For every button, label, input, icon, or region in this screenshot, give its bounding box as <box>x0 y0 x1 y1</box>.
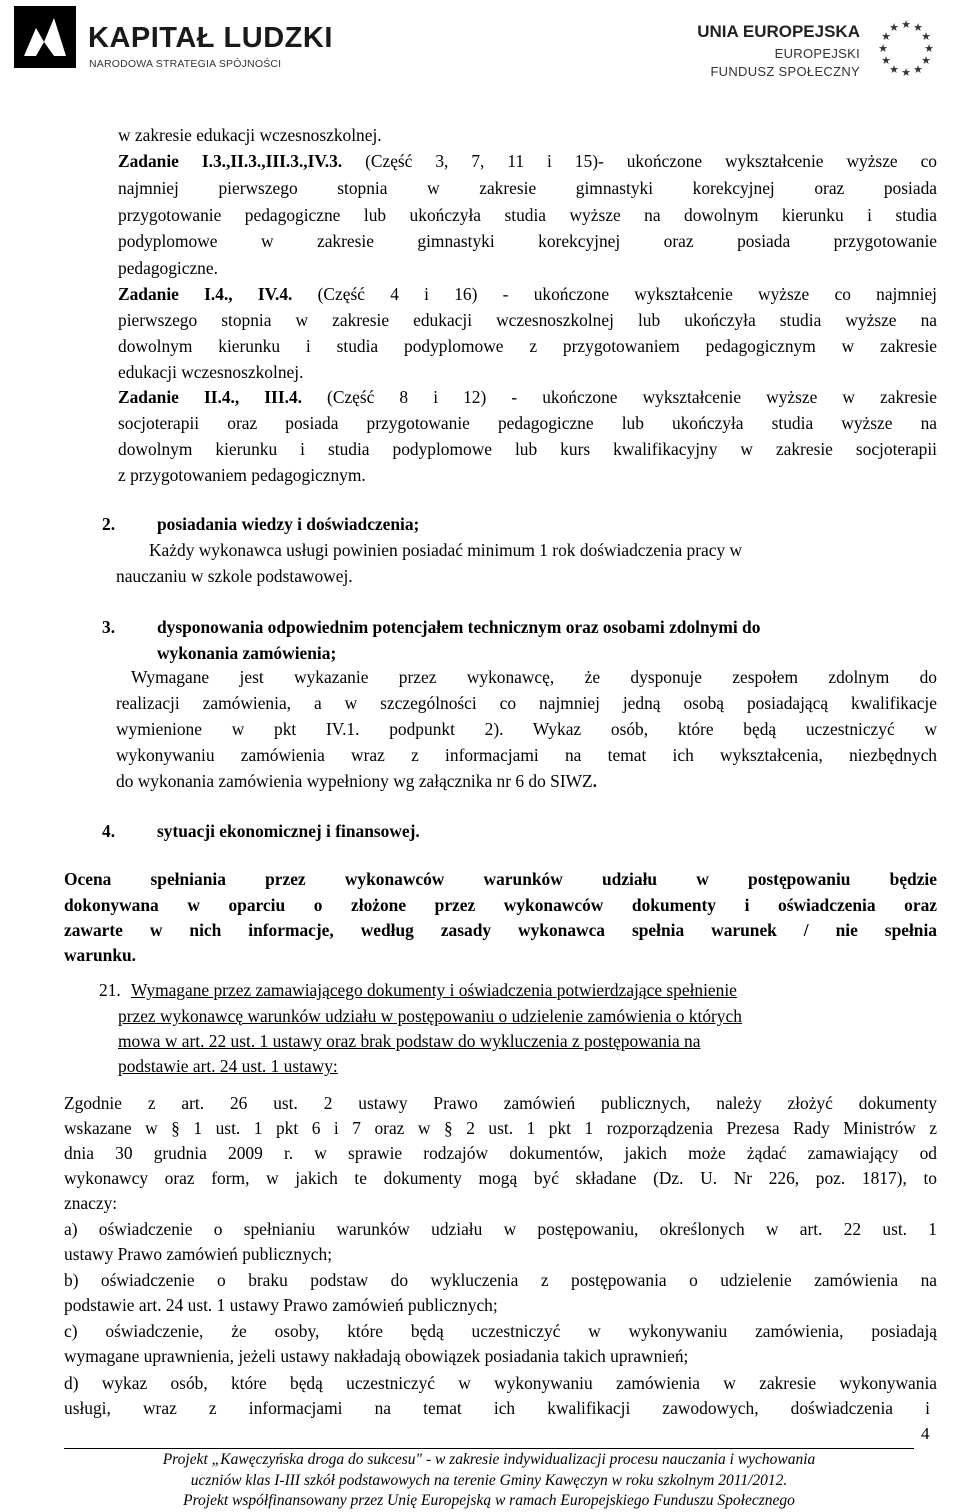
section-number: 2. <box>102 514 116 534</box>
section-title: posiadania wiedzy i doświadczenia; <box>157 514 420 534</box>
footer-line: Projekt współfinansowany przez Unię Europejską w ramach Europejskiego Funduszu Społecznego <box>183 1492 795 1509</box>
text-line: Każdy wykonawca usługi powinien posiadać minimum 1 rok doświadczenia pracy w <box>149 540 743 560</box>
text-line: z przygotowaniem pedagogicznym. <box>118 465 366 485</box>
eu-flag-icon <box>868 8 944 92</box>
text-line: dowolnym kierunku i studia podyplomowe z przygotowaniem pedagogicznym w zakresie <box>118 336 937 356</box>
text-line: Zgodnie z art. 26 ust. 2 ustawy Prawo zamówień publicznych, należy złożyć dokumenty <box>64 1093 937 1113</box>
eu-logo-line1: UNIA EUROPEJSKA <box>697 22 860 41</box>
kapital-ludzki-subtitle: NARODOWA STRATEGIA SPÓJNOŚCI <box>89 58 282 70</box>
task-label: Zadanie I.4., IV.4. <box>118 284 293 304</box>
section-number: 3. <box>102 617 116 637</box>
text-line <box>116 768 597 794</box>
task-label: Zadanie I.3.,II.3.,III.3.,IV.3. <box>118 151 343 171</box>
text-line <box>118 148 937 174</box>
text-line: socjoterapii oraz posiada przygotowanie pedagogiczne lub ukończyła studia wyższe na <box>118 413 937 433</box>
svg-text:★: ★ <box>881 54 891 67</box>
page-header <box>0 0 960 100</box>
text-line: realizacji zamówienia, a w szczególności co najmniej jedną osobą posiadającą kwalifikacje <box>116 693 937 713</box>
text-line: przygotowanie pedagogiczne lub ukończyła studia wyższe na dowolnym kierunku i studia <box>118 205 937 225</box>
text-line: warunku. <box>64 945 137 965</box>
text-line: Ocena spełniania przez wykonawców warunków udziału w postępowaniu będzie <box>64 869 937 889</box>
text-line: nauczaniu w szkole podstawowej. <box>116 566 353 586</box>
text-span: do wykonania zamówienia wypełniony wg załącznika nr 6 do SIWZ <box>116 771 593 791</box>
eu-logo <box>684 8 944 92</box>
section-title: sytuacji ekonomicznej i finansowej. <box>157 821 420 841</box>
page-number: 4 <box>921 1424 930 1443</box>
text-line: dokonywana w oparciu o złożone przez wykonawców dokumenty i oświadczenia oraz <box>64 895 937 915</box>
svg-text:★: ★ <box>878 42 888 55</box>
svg-text:★: ★ <box>924 42 934 55</box>
svg-text:★: ★ <box>913 63 923 76</box>
kapital-ludzki-title: KAPITAŁ LUDZKI <box>88 22 333 54</box>
underlined-heading: Wymagane przez zamawiającego dokumenty i oświadczenia potwierdzające spełnienie <box>131 980 737 1000</box>
text-line: usługi, wraz z informacjami na temat ich kwalifikacji zawodowych, doświadczenia i <box>64 1398 930 1418</box>
task-label: Zadanie II.4., III.4. <box>118 387 302 407</box>
text-line: wymagane uprawnienia, jeżeli ustawy nakładają obowiązek posiadania takich uprawnień; <box>64 1346 689 1366</box>
text-line: ustawy Prawo zamówień publicznych; <box>64 1244 333 1264</box>
text-line: podstawie art. 24 ust. 1 ustawy Prawo zamówień publicznych; <box>64 1295 498 1315</box>
text-line: pierwszego stopnia w zakresie edukacji wczesnoszkolnej lub ukończyła studia wyższe na <box>118 310 937 330</box>
text-line: podyplomowe w zakresie gimnastyki korekcyjnej oraz posiada przygotowanie <box>118 231 937 251</box>
text-line: najmniej pierwszego stopnia w zakresie gimnastyki korekcyjnej oraz posiada <box>118 178 937 198</box>
text-span: (Część 8 i 12) - ukończone wykształcenie wyższe w zakresie <box>301 387 937 407</box>
kapital-ludzki-emblem-icon <box>14 6 76 68</box>
svg-text:★: ★ <box>901 18 911 31</box>
section-number: 4. <box>102 821 116 841</box>
section-title: dysponowania odpowiednim potencjałem technicznym oraz osobami zdolnymi do <box>157 617 761 637</box>
text-line <box>118 384 937 410</box>
svg-text:★: ★ <box>889 63 899 76</box>
underlined-heading: mowa w art. 22 ust. 1 ustawy oraz brak podstaw do wykluczenia z postępowania na <box>118 1031 701 1051</box>
svg-text:★: ★ <box>913 21 923 34</box>
footer-line: uczniów klas I-III szkół podstawowych na terenie Gminy Kawęczyn w roku szkolnym 2011/2012. <box>190 1472 788 1489</box>
list-item: d) wykaz osób, które będą uczestniczyć w wykonywaniu zamówienia w zakresie wykonywania <box>64 1373 937 1393</box>
section-title: wykonania zamówienia; <box>157 643 337 663</box>
text-span: . <box>592 771 598 791</box>
text-line: edukacji wczesnoszkolnej. <box>118 362 304 382</box>
text-line: dowolnym kierunku i studia podyplomowe lub kurs kwalifikacyjny w zakresie socjoterapii <box>118 439 937 459</box>
svg-text:★: ★ <box>889 21 899 34</box>
eu-logo-line3: FUNDUSZ SPOŁECZNY <box>710 64 860 79</box>
list-item: b) oświadczenie o braku podstaw do wykluczenia z postępowania o udzielenie zamówienia na <box>64 1270 937 1290</box>
text-line: pedagogiczne. <box>118 258 218 278</box>
svg-text:★: ★ <box>921 54 931 67</box>
text-line: wykonywaniu zamówienia wraz z informacjami na temat ich wykształcenia, niezbędnych <box>116 745 937 765</box>
text-line: zawarte w nich informacje, według zasady wykonawca spełnia warunek / nie spełnia <box>64 920 937 940</box>
text-line: wymienione w pkt IV.1. podpunkt 2). Wykaz osób, które będą uczestniczyć w <box>116 719 937 739</box>
text-line: wskazane w § 1 ust. 1 pkt 6 i 7 oraz w § 2 ust. 1 pkt 1 rozporządzenia Prezesa Rady Ministrów z <box>64 1118 937 1138</box>
text-line: znaczy: <box>64 1193 118 1213</box>
text-line: Wymagane jest wykazanie przez wykonawcę, że dysponuje zespołem zdolnym do <box>131 667 937 687</box>
svg-text:★: ★ <box>881 30 891 43</box>
underlined-heading: przez wykonawcę warunków udziału w postępowaniu o udzielenie zamówienia o których <box>118 1006 742 1026</box>
text-line: w zakresie edukacji wczesnoszkolnej. <box>118 125 382 145</box>
text-line: wykonawcy oraz form, w jakich te dokumenty mogą być składane (Dz. U. Nr 226, poz. 1817), to <box>64 1168 937 1188</box>
text-span: (Część 4 i 16) - ukończone wykształcenie wyższe co najmniej <box>292 284 937 304</box>
list-item: a) oświadczenie o spełnianiu warunków udziału w postępowaniu, określonych w art. 22 ust. 1 <box>64 1219 937 1239</box>
underlined-heading: podstawie art. 24 ust. 1 ustawy: <box>118 1056 338 1076</box>
list-item: c) oświadczenie, że osoby, które będą uczestniczyć w wykonywaniu zamówienia, posiadają <box>64 1321 937 1341</box>
text-line <box>118 281 937 307</box>
eu-logo-line2: EUROPEJSKI <box>774 46 860 61</box>
text-line: dnia 30 grudnia 2009 r. w sprawie rodzajów dokumentów, jakich może żądać zamawiający od <box>64 1143 937 1163</box>
point-number: 21. <box>99 980 121 1000</box>
svg-text:★: ★ <box>901 66 911 79</box>
kapital-ludzki-logo <box>14 6 333 84</box>
footer-line: Projekt „Kawęczyńska droga do sukcesu" - w zakresie indywidualizacji procesu nauczania i wychowania <box>162 1451 816 1468</box>
text-span: (Część 3, 7, 11 i 15)- ukończone wykształcenie wyższe co <box>342 151 937 171</box>
svg-text:★: ★ <box>921 30 931 43</box>
